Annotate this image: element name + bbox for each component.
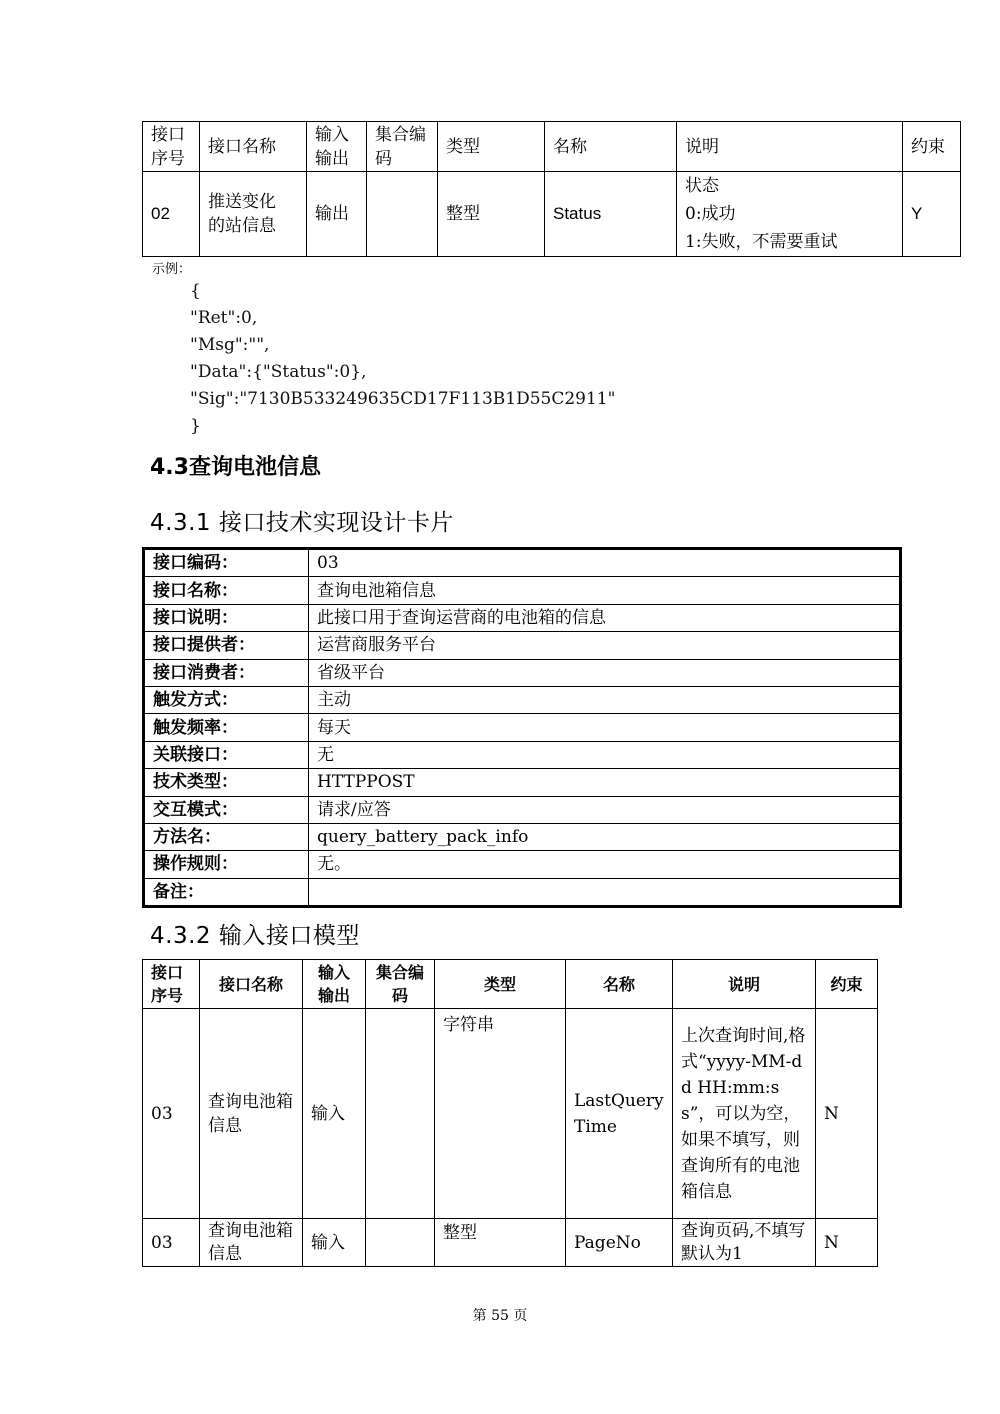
cell-desc-line3: 1:失败，不需要重试 <box>685 232 838 252</box>
card-value: 省级平台 <box>309 659 901 686</box>
cell-set-code <box>366 1219 435 1267</box>
card-row <box>144 577 901 604</box>
card-value: 请求/应答 <box>309 796 901 823</box>
cell-iface-name-line1: 推送变化 <box>208 192 276 212</box>
code-line: "Ret":0, <box>190 308 258 328</box>
card-value <box>309 878 901 906</box>
header-io: 输入输出 <box>303 960 366 1009</box>
cell-name: Status <box>545 172 677 257</box>
card-row <box>144 549 901 577</box>
card-key: 接口消费者： <box>144 659 309 686</box>
header-type: 类型 <box>435 960 566 1009</box>
cell-desc-line2: 0:成功 <box>685 204 736 224</box>
card-row <box>144 714 901 741</box>
cell-seq: 03 <box>143 1009 200 1219</box>
section-heading-4-3: 4.3查询电池信息 <box>150 455 321 480</box>
header-seq: 接口序号 <box>143 960 200 1009</box>
header-constraint: 约束 <box>903 122 961 172</box>
cell-type: 字符串 <box>435 1009 566 1219</box>
card-value: HTTPPOST <box>309 769 901 796</box>
card-row <box>144 604 901 631</box>
cell-iface-name: 查询电池箱信息 <box>200 1219 303 1267</box>
table-row <box>143 1009 878 1219</box>
table-row <box>143 1219 878 1267</box>
header-iface-name: 接口名称 <box>200 122 307 172</box>
cell-name: LastQueryTime <box>566 1009 673 1219</box>
code-line: "Msg":"", <box>190 335 270 355</box>
example-label: 示例： <box>152 262 192 277</box>
table-row <box>143 172 961 257</box>
card-value: 无 <box>309 741 901 768</box>
cell-set-code <box>366 1009 435 1219</box>
cell-set-code <box>367 172 438 257</box>
card-row <box>144 769 901 796</box>
card-value: 主动 <box>309 686 901 713</box>
card-row <box>144 823 901 850</box>
code-line: "Sig":"7130B533249635CD17F113B1D55C2911" <box>190 389 616 409</box>
header-set-code: 集合编码 <box>366 960 435 1009</box>
card-row <box>144 632 901 659</box>
header-iface-name: 接口名称 <box>200 960 303 1009</box>
card-row <box>144 796 901 823</box>
section-heading-4-3-2: 4.3.2 输入接口模型 <box>150 923 360 949</box>
cell-name: PageNo <box>566 1219 673 1267</box>
card-value: 每天 <box>309 714 901 741</box>
card-key: 接口说明： <box>144 604 309 631</box>
cell-constraint: Y <box>903 172 961 257</box>
cell-type: 整型 <box>435 1219 566 1267</box>
cell-desc: 上次查询时间,格式“yyyy-MM-dd HH:mm:ss”，可以为空，如果不填写，则查询所有的电池箱信息 <box>673 1009 816 1219</box>
table-header-row <box>143 122 961 172</box>
cell-desc: 查询页码,不填写默认为1 <box>673 1219 816 1267</box>
code-line: } <box>190 416 201 436</box>
card-row <box>144 878 901 906</box>
code-line: "Data":{"Status":0}, <box>190 362 367 382</box>
card-value: 运营商服务平台 <box>309 632 901 659</box>
card-key: 交互模式： <box>144 796 309 823</box>
card-key: 触发方式： <box>144 686 309 713</box>
card-value: query_battery_pack_info <box>309 823 901 850</box>
card-row <box>144 686 901 713</box>
cell-desc-line1: 状态 <box>685 176 719 196</box>
header-name: 名称 <box>545 122 677 172</box>
card-key: 接口编码： <box>144 549 309 577</box>
cell-desc <box>677 172 903 257</box>
card-row <box>144 741 901 768</box>
design-card-table <box>142 547 902 908</box>
header-constraint: 约束 <box>816 960 878 1009</box>
section-heading-4-3-1: 4.3.1 接口技术实现设计卡片 <box>150 510 454 536</box>
card-key: 接口提供者： <box>144 632 309 659</box>
card-key: 关联接口： <box>144 741 309 768</box>
header-seq: 接口序号 <box>143 122 200 172</box>
header-desc: 说明 <box>677 122 903 172</box>
card-key: 触发频率： <box>144 714 309 741</box>
header-set-code: 集合编码 <box>367 122 438 172</box>
cell-io: 输入 <box>303 1219 366 1267</box>
card-row <box>144 659 901 686</box>
table-header-row <box>143 960 878 1009</box>
cell-seq: 03 <box>143 1219 200 1267</box>
card-key: 备注： <box>144 878 309 906</box>
card-value: 无。 <box>309 851 901 878</box>
output-model-table <box>142 121 961 257</box>
cell-io: 输入 <box>303 1009 366 1219</box>
card-row <box>144 851 901 878</box>
card-value: 此接口用于查询运营商的电池箱的信息 <box>309 604 901 631</box>
cell-iface-name-line2: 的站信息 <box>208 216 276 236</box>
cell-constraint: N <box>816 1219 878 1267</box>
cell-constraint: N <box>816 1009 878 1219</box>
header-desc: 说明 <box>673 960 816 1009</box>
cell-io: 输出 <box>307 172 367 257</box>
input-model-table <box>142 959 878 1267</box>
cell-iface-name: 查询电池箱信息 <box>200 1009 303 1219</box>
cell-iface-name <box>200 172 307 257</box>
cell-type: 整型 <box>438 172 545 257</box>
card-key: 操作规则： <box>144 851 309 878</box>
card-value: 查询电池箱信息 <box>309 577 901 604</box>
header-name: 名称 <box>566 960 673 1009</box>
card-key: 方法名： <box>144 823 309 850</box>
header-io: 输入输出 <box>307 122 367 172</box>
card-value: 03 <box>309 549 901 577</box>
card-key: 接口名称： <box>144 577 309 604</box>
page-footer: 第 55 页 <box>472 1308 528 1324</box>
header-type: 类型 <box>438 122 545 172</box>
code-line: { <box>190 281 201 301</box>
cell-seq: 02 <box>143 172 200 257</box>
card-key: 技术类型： <box>144 769 309 796</box>
